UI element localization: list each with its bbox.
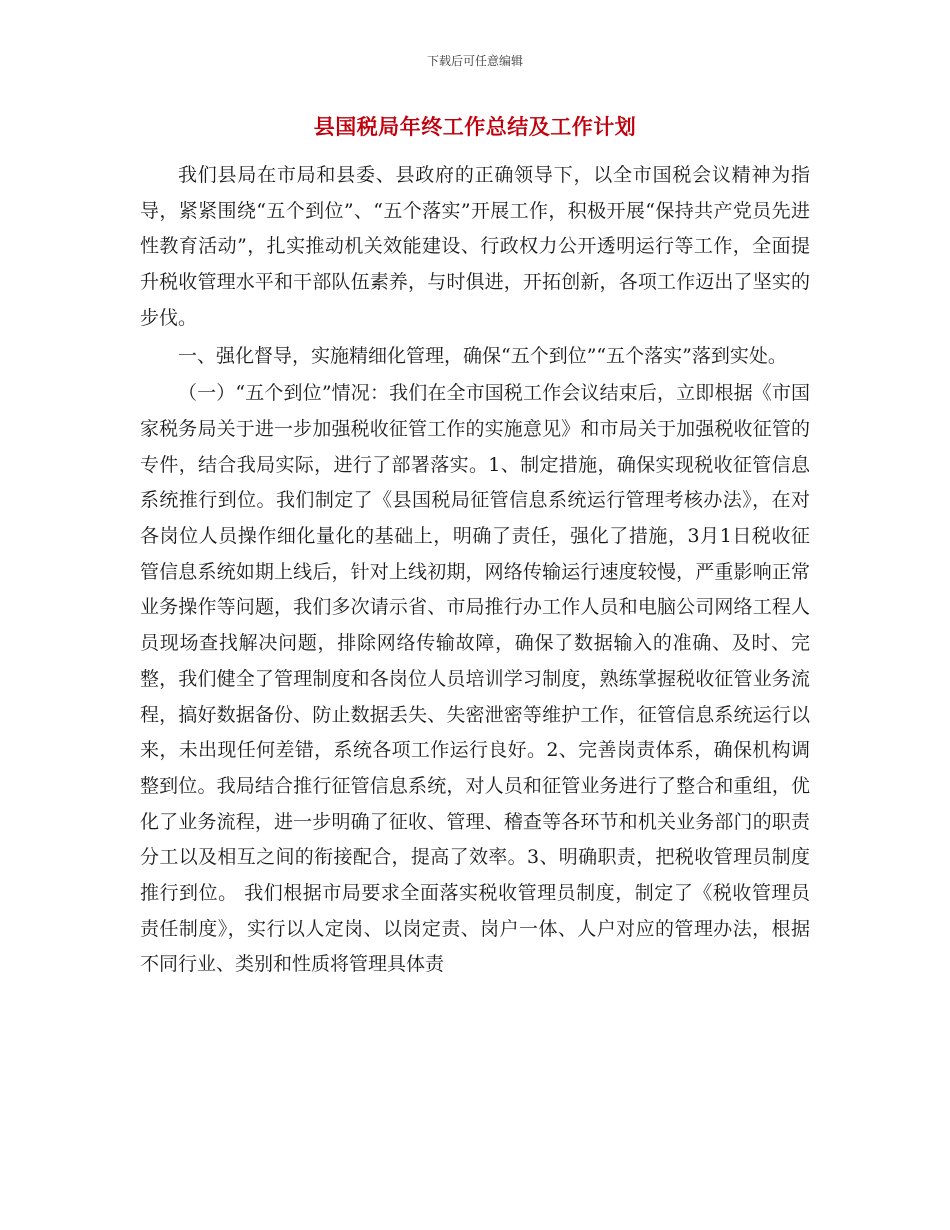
document-body — [140, 158, 810, 983]
paragraph-intro: 我们县局在市局和县委、县政府的正确领导下，以全市国税会议精神为指导，紧紧围绕“五个到位”、“五个落实”开展工作，积极开展“保持共产党员先进性教育活动”，扎实推动机关效能建设、行政权力公开透明运行等工作，全面提升税收管理水平和干部队伍素养，与时俱进，开拓创新，各项工作迈出了坚实的步伐。 — [140, 164, 810, 329]
paragraph-five-in-place: （一）“五个到位”情况：我们在全市国税工作会议结束后，立即根据《市国家税务局关于进一步加强税收征管工作的实施意见》和市局关于加强税收征管的专件，结合我局实际，进行了部署落实。1、制定措施，确保实现税收征管信息系统推行到位。我们制定了《县国税局征管信息系统运行管理考核办法》，在对各岗位人员操作细化量化的基础上，明确了责任，强化了措施，3月1日税收征管信息系统如期上线后，针对上线初期，网络传输运行速度较慢，严重影响正常业务操作等问题，我们多次请示省、市局推行办工作人员和电脑公司网络工程人员现场查找解决问题，排除网络传输故障，确保了数据输入的准确、及时、完整，我们健全了管理制度和各岗位人员培训学习制度，熟练掌握税收征管业务流程，搞好数据备份、防止数据丢失、失密泄密等维护工作，征管信息系统运行以来，未出现任何差错，系统各项工作运行良好。2、完善岗责体系，确保机构调整到位。我局结合推行征管信息系统，对人员和征管业务进行了整合和重组，优化了业务流程，进一步明确了征收、管理、稽查等各环节和机关业务部门的职责分工以及相互之间的衔接配合，提高了效率。3、明确职责，把税收管理员制度推行到位。 我们根据市局要求全面落实税收管理员制度，制定了《税收管理员责任制度》，实行以人定岗、以岗定责、岗户一体、人户对应的管理办法，根据不同行业、类别和性质将管理具体责 — [140, 382, 810, 976]
paragraph-section-heading: 一、强化督导，实施精细化管理，确保“五个到位”“五个落实”落到实处。 — [178, 344, 787, 367]
page-header-note: 下载后可任意编辑 — [426, 54, 523, 68]
document-title: 县国税局年终工作总结及工作计划 — [313, 114, 637, 139]
